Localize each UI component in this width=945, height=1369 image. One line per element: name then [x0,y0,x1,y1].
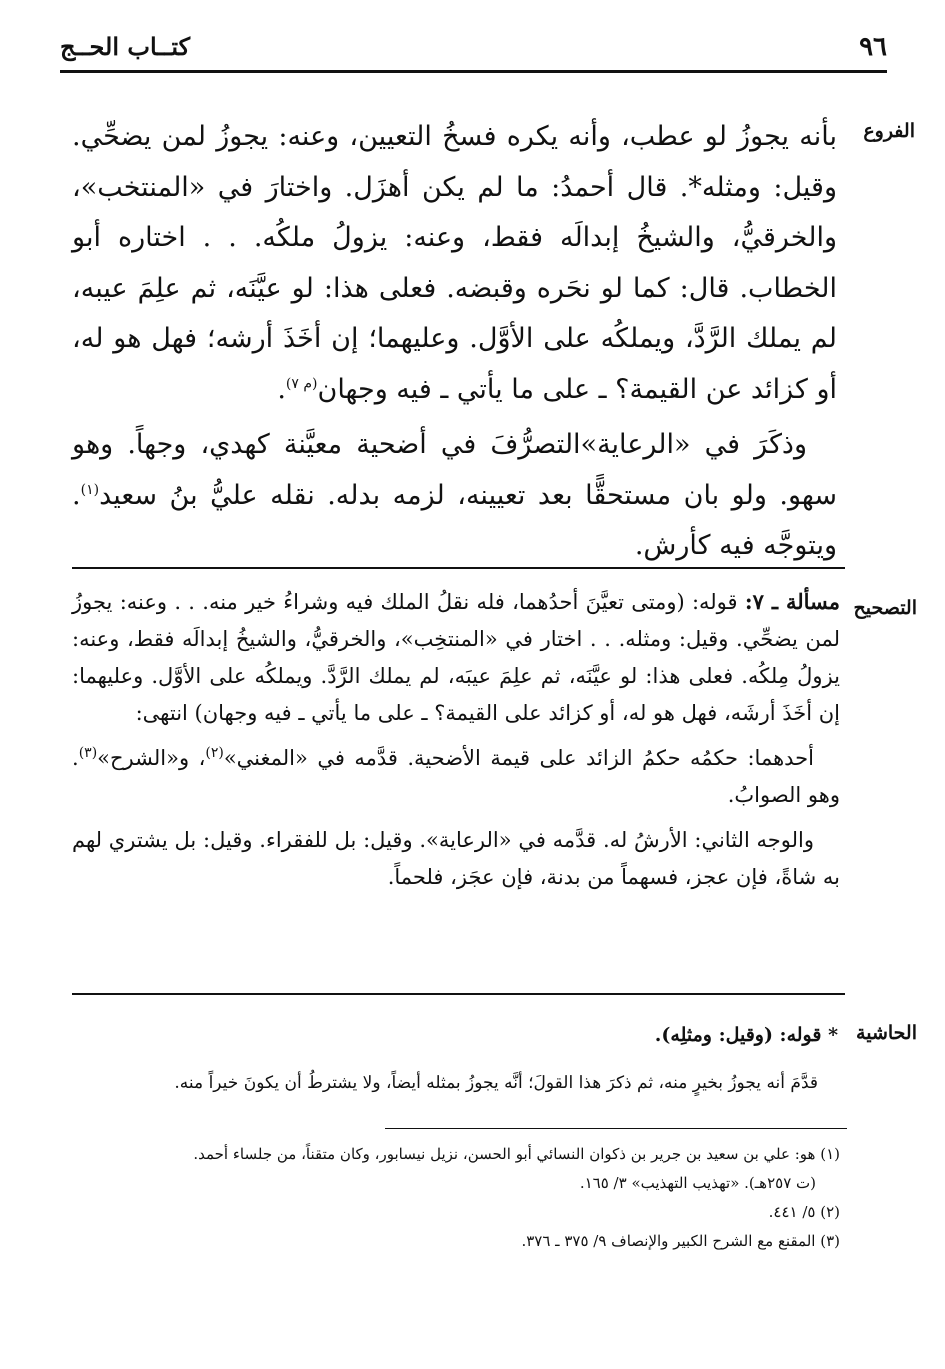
footnote-ref: (م ٧) [285,375,318,392]
masala-heading: مسألة ـ ٧: [744,589,840,614]
tashih-text [72,583,840,896]
hashiya-heading: * قوله: (وقيل: ومثلِه). [654,1024,838,1046]
hashiya-text [80,1015,838,1103]
label-furu: الفروع [863,120,915,142]
tashih-paragraph-3: والوجه الثاني: الأرشُ له. قدَّمه في «الرعاية». وقيل: بل للفقراء. وقيل: بل يشتري لهم به شاةً، فإن عجز، فسهماً من بدنة، فإن عجَز، فلحماً. [72,828,840,889]
section-divider [72,567,845,569]
main-text [72,112,837,572]
footnote-2: (٢) ٥/ ٤٤١. [768,1203,840,1221]
label-tashih: التصحيح [853,597,917,619]
book-title: كتــاب الحــج [60,32,191,61]
page-header [60,30,887,73]
main-paragraph-1: بأنه يجوزُ لو عطب، وأنه يكره فسخُ التعيين، وعنه: يجوزُ لمن يضحِّي. وقيل: ومثله*. قال أحمدُ: ما لم يكن أهزَل. واختارَ في «المنتخب»، والخرقيُّ، والشيخُ إبدالَه فقط، وعنه: يزولُ ملكُه. . . اختاره أبو الخطاب. قال: كما لو نحَره وقبضه. فعلى هذا: لو عيَّنَه، ثم علِمَ عيبه، لم يملك الرَّدَّ، ويملكُه على الأوَّل. وعليهما؛ إن أخَذَ أرشه؛ فهل هو له، أو كزائد عن القيمة؟ ـ على ما يأتي ـ فيه وجهان$^{(م ٧)}$. [72,121,837,405]
page-number: ٩٦ [859,32,887,62]
footnote-ref: (١) [80,481,100,498]
footnotes [80,1140,840,1256]
main-paragraph-2: وذكَرَ في «الرعاية»التصرُّفَ في أضحية معيَّنة كهدي، وجهاً. وهو سهو. ولو بان مستحقًّا بعد تعيينه، لزمه بدله. نقله عليُّ بنُ سعيد$^{(١)}$. ويتوجَّه فيه كأرش. [72,429,837,561]
footnote-3: (٣) المقنع مع الشرح الكبير والإنصاف ٩/ ٣٧٥ ـ ٣٧٦. [521,1232,840,1250]
footnote-divider [385,1128,847,1129]
section-divider [72,993,845,995]
hashiya-body: قدَّمَ أنه يجوزُ بخيرٍ منه، ثم ذكرَ هذا القولَ؛ أنَّه يجوزُ بمثله أيضاً، ولا يشترطُ أن يكونَ خيراً منه. [174,1073,818,1093]
label-hashiya: الحاشية [856,1022,917,1044]
tashih-paragraph-2: أحدهما: حكمُه حكمُ الزائد على قيمة الأضحية. قدَّمه في «المغني»$^{(٢)}$، و«الشرح»$^{(٣)}$. وهو الصوابُ. [72,745,840,807]
footnote-ref: (٣) [78,745,98,761]
tashih-paragraph-1: مسألة ـ ٧: قوله: (ومتى تعيَّنَ أحدُهما، فله نقلُ الملك فيه وشراءُ خير منه. . . وعنه: يجوزُ لمن يضحِّي. وقيل: ومثله. . . اختار في «المنتخِب»، والخرقيُّ، والشيخُ إبدالَه فقط، وعنه: يزولُ مِلكُه. فعلى هذا: لو عيَّنَه، ثم علِمَ عيبَه، لم يملك الرَّدَّ. ويملكُه على الأوَّل. وعليهما: إن أخَذَ أرشَه، فهل هو له، أو كزائد على القيمة؟ ـ على ما يأتي ـ فيه وجهان) انتهى: [72,589,840,725]
footnote-1: (١) هو: علي بن سعيد بن جرير بن ذكوان النسائي أبو الحسن، نزيل نيسابور، وكان متقناً، من جلساء أحمد. [193,1145,840,1163]
footnote-ref: (٢) [205,745,224,761]
footnote-1-continued: (ت ٢٥٧هـ). «تهذيب التهذيب» ٣/ ١٦٥. [579,1174,816,1192]
